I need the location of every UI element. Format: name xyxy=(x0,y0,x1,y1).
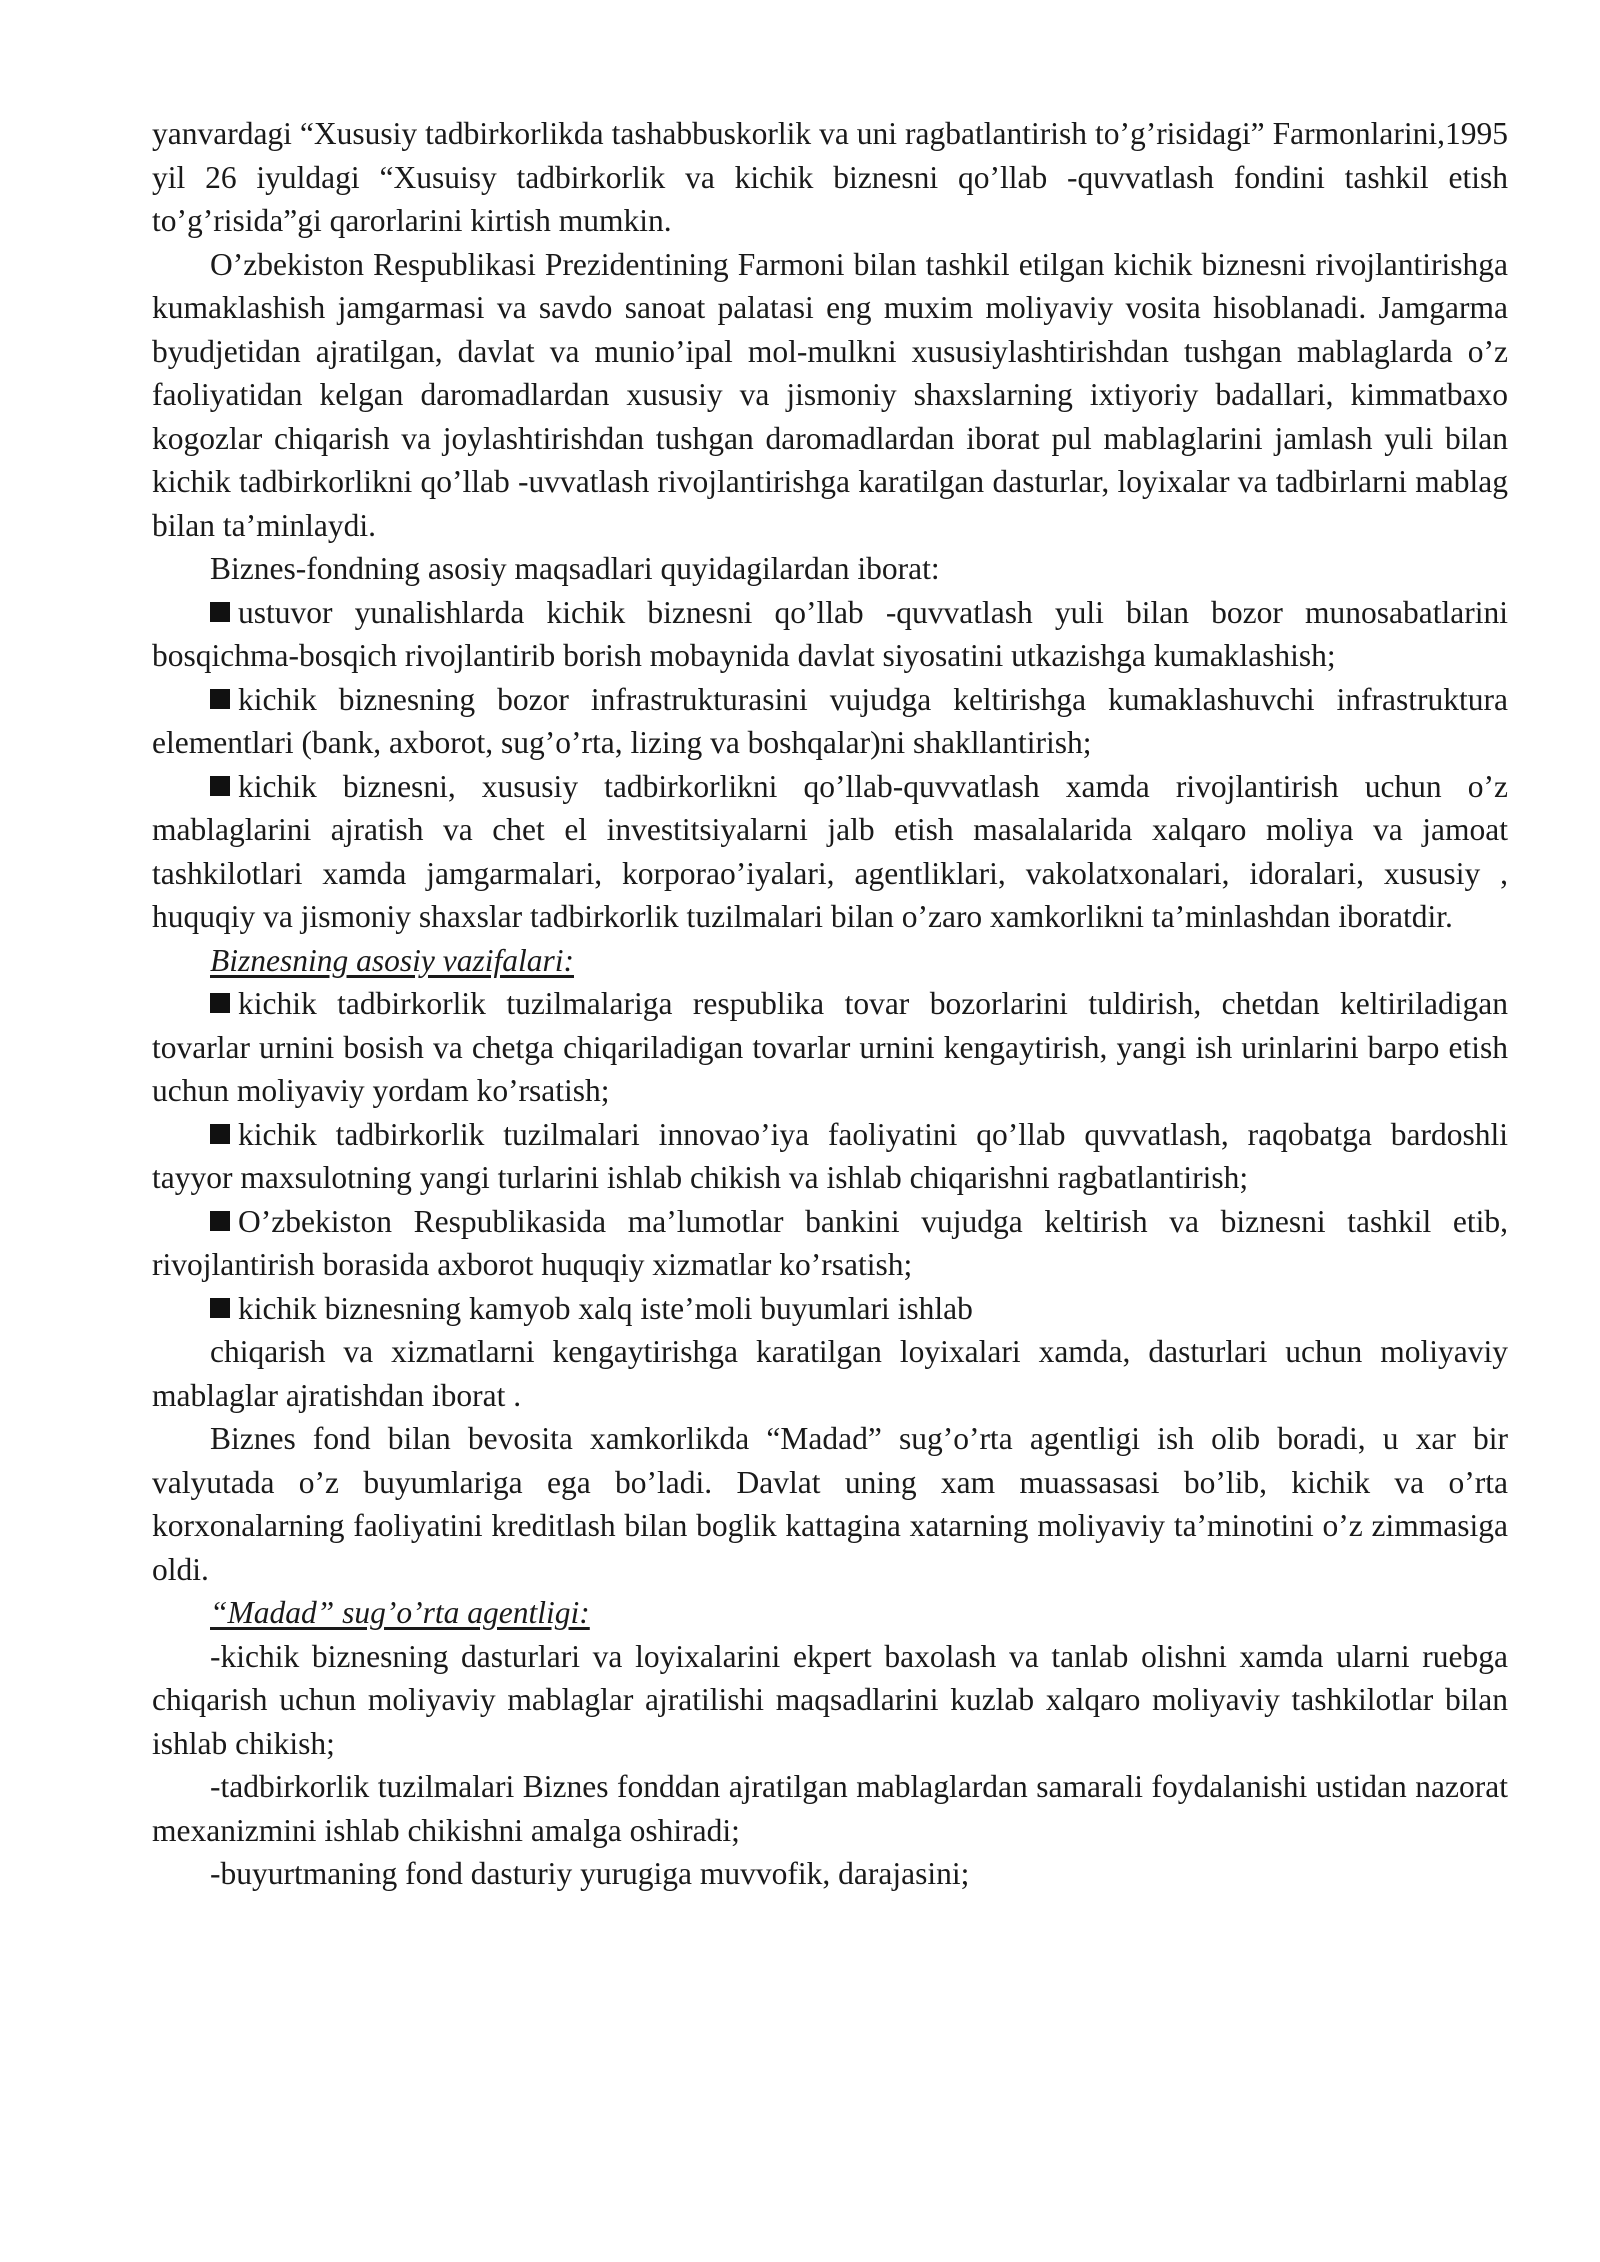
heading-text-2: “Madad” sug’o’rta agentligi: xyxy=(210,1595,590,1630)
paragraph-7: -tadbirkorlik tuzilmalari Biznes fonddan ajratilgan mablaglardan samarali foydalanishi ustidan nazorat mexanizmini ishlab chikishni amalga oshiradi; xyxy=(152,1769,1508,1848)
paragraph-5: Biznes fond bilan bevosita xamkorlikda “Madad” sug’o’rta agentligi ish olib boradi, u xar bir valyutada o’z buyumlariga ega bo’ladi. Davlat uning xam muassasasi bo’lib, kichik va o’rta korxonalarning faoliyatini kreditlash bilan boglik kattagina xatarning moliyaviy ta’minotini o’z zimmasiga oldi. xyxy=(152,1421,1508,1587)
bullet-text-7: kichik biznesning kamyob xalq iste’moli buyumlari ishlab xyxy=(238,1290,973,1326)
section-heading-1 xyxy=(152,939,1508,983)
bullet-item-6 xyxy=(152,1200,1508,1287)
bullet-item-7 xyxy=(152,1287,1508,1331)
bullet-text-5: kichik tadbirkorlik tuzilmalari innovao’iya faoliyatini qo’llab quvvatlash, raqobatga bardoshli tayyor maxsulotning yangi turlarini ishlab chikish va ishlab chiqarishni ragbatlantirish; xyxy=(152,1116,1508,1195)
bullet-text-1: ustuvor yunalishlarda kichik biznesni qo’llab -quvvatlash yuli bilan bozor munosabatlarini bosqichma-bosqich rivojlantirib borish mobaynida davlat siyosatini utkazishga kumaklashish; xyxy=(152,594,1508,673)
bullet-item-5 xyxy=(152,1113,1508,1200)
square-bullet-icon xyxy=(210,602,230,622)
paragraph-3: Biznes-fondning asosiy maqsadlari quyidagilardan iborat: xyxy=(210,551,940,586)
bullet-text-4: kichik tadbirkorlik tuzilmalariga respublika tovar bozorlarini tuldirish, chetdan keltiriladigan tovarlar urnini bosish va chetga chiqariladigan tovarlar urnini kengaytirish, yangi ish urinlarini barpo etish uchun moliyaviy yordam ko’rsatish; xyxy=(152,986,1508,1108)
section-heading-2 xyxy=(152,1591,1508,1635)
square-bullet-icon xyxy=(210,993,230,1013)
square-bullet-icon xyxy=(210,689,230,709)
bullet-item-2 xyxy=(152,678,1508,765)
square-bullet-icon xyxy=(210,1298,230,1318)
paragraph-4: chiqarish va xizmatlarni kengaytirishga karatilgan loyixalari xamda, dasturlari uchun moliyaviy mablaglar ajratishdan iborat . xyxy=(152,1334,1508,1413)
bullet-text-3: kichik biznesni, xususiy tadbirkorlikni qo’llab-quvvatlash xamda rivojlantirish uchun o’z mablaglarini ajratish va chet el investitsiyalarni jalb etish masalalarida xalqaro moliya va jamoat tashkilotlari xamda jamgarmalari, korporao’iyalari, agentliklari, vakolatxonalari, idoralari, xususiy , huquqiy va jismoniy shaxslar tadbirkorlik tuzilmalari bilan o’zaro xamkorlikni ta’minlashdan iboratdir. xyxy=(152,768,1508,934)
paragraph-2: O’zbekiston Respublikasi Prezidentining Farmoni bilan tashkil etilgan kichik biznesni rivojlantirishga kumaklashish jamgarmasi va savdo sanoat palatasi eng muxim moliyaviy vosita hisoblanadi. Jamgarma byudjetidan ajratilgan, davlat va munio’ipal mol-mulkni xususiylashtirishdan tushgan mablaglarda o’z faoliyatidan kelgan daromadlardan xususiy va jismoniy shaxslarning ixtiyoriy badallari, kimmatbaxo kogozlar chiqarish va joylashtirishdan tushgan daromadlardan iborat pul mablaglarini jamlash yuli bilan kichik tadbirkorlikni qo’llab -uvvatlash rivojlantirishga karatilgan dasturlar, loyixalar va tadbirlarni mablag bilan ta’minlaydi. xyxy=(152,246,1508,543)
document-page xyxy=(152,112,1508,1896)
square-bullet-icon xyxy=(210,1124,230,1144)
heading-text-1: Biznesning asosiy vazifalari: xyxy=(210,942,574,978)
square-bullet-icon xyxy=(210,776,230,796)
paragraph-6: -kichik biznesning dasturlari va loyixalarini ekpert baxolash va tanlab olishni xamda ularni ruebga chiqarish uchun moliyaviy mablaglar ajratilishi maqsadlarini kuzlab xalqaro moliyaviy tashkilotlar bilan ishlab chikish; xyxy=(152,1638,1508,1761)
paragraph-8: -buyurtmaning fond dasturiy yurugiga muvvofik, darajasini; xyxy=(210,1856,970,1891)
paragraph-1: yanvardagi “Xususiy tadbirkorlikda tashabbuskorlik va uni ragbatlantirish to’g’risidagi” Farmonlarini,1995 yil 26 iyuldagi “Xusuisy tadbirkorlik va kichik biznesni qo’llab -quvvatlash fondini tashkil etish to’g’risida”gi qarorlarini kirtish mumkin. xyxy=(152,116,1508,238)
square-bullet-icon xyxy=(210,1211,230,1231)
bullet-text-6: O’zbekiston Respublikasida ma’lumotlar bankini vujudga keltirish va biznesni tashkil etib, rivojlantirish borasida axborot huquqiy xizmatlar ko’rsatish; xyxy=(152,1203,1508,1282)
bullet-text-2: kichik biznesning bozor infrastrukturasini vujudga keltirishga kumaklashuvchi infrastruktura elementlari (bank, axborot, sug’o’rta, lizing va boshqalar)ni shakllantirish; xyxy=(152,681,1508,760)
bullet-item-1 xyxy=(152,591,1508,678)
bullet-item-3 xyxy=(152,765,1508,939)
bullet-item-4 xyxy=(152,982,1508,1113)
